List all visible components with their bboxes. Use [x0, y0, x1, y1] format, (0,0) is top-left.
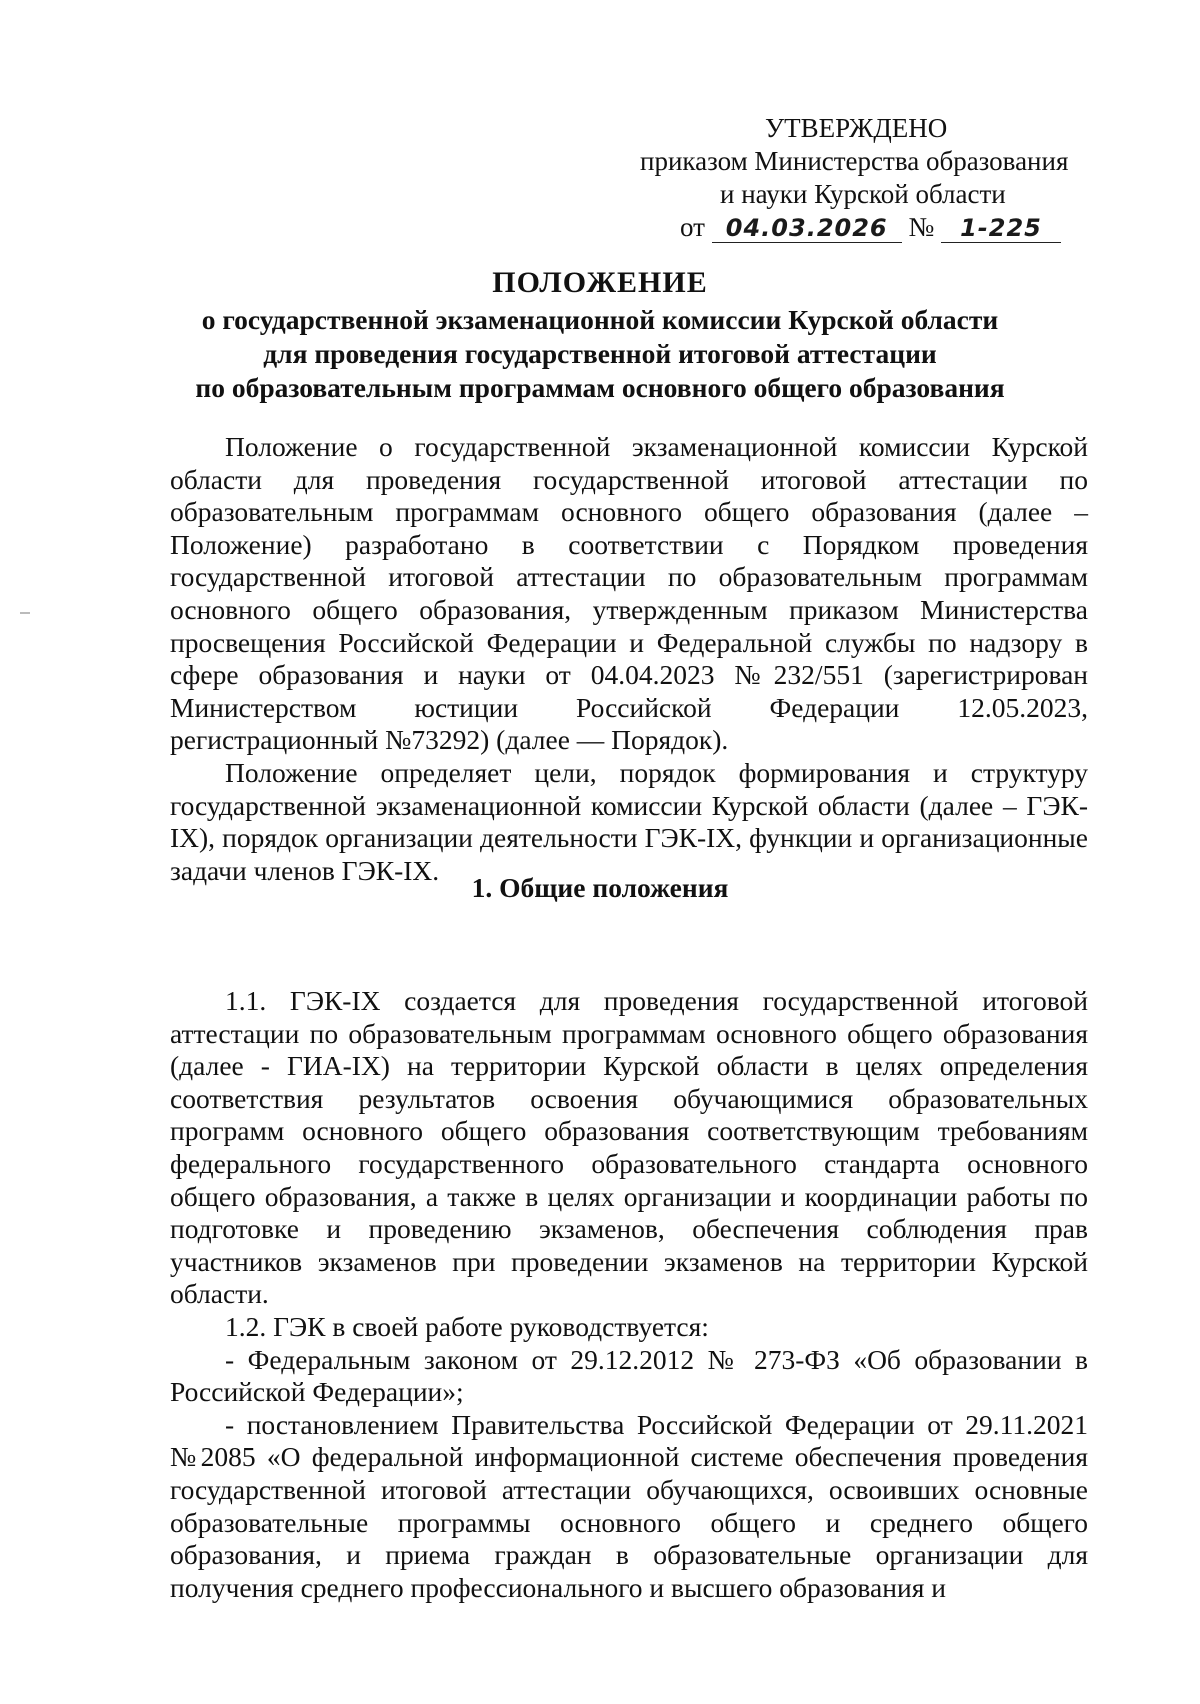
section-1-text: [170, 985, 1088, 1604]
title-main: ПОЛОЖЕНИЕ: [492, 266, 708, 299]
paragraph-1-2: 1.2. ГЭК в своей работе руководствуется:: [225, 1310, 709, 1342]
approval-stamp: [640, 112, 1080, 244]
section-heading-1: 1. Общие положения: [471, 872, 729, 903]
approval-date-number-line: [640, 211, 1080, 244]
approval-date-field: [712, 213, 902, 243]
approval-ministry-line: и науки Курской области: [720, 179, 1006, 209]
title-line-2: для проведения государственной итоговой аттестации: [263, 338, 937, 369]
list-item-resolution: - постановлением Правительства Российской Федерации от 29.11.2021 №2085 «О федеральной информационной системе обеспечения проведения государственной итоговой аттестации обучающихся, освоивших основные образовательные программы основного общего и среднего общего образования, и приема граждан в образовательные организации для получения среднего профессионального и высшего образования и: [170, 1408, 1088, 1603]
paragraph-1-1: 1.1. ГЭК-IX создается для проведения государственной итоговой аттестации по образовательным программам основного общего образования (далее - ГИА-IX) на территории Курской области в целях определения соответствия результатов освоения обучающимися образовательных программ основного общего образования соответствующим требованиям федерального государственного образовательного стандарта основного общего образования, а также в целях организации и координации работы по подготовке и проведению экзаменов, обеспечения соблюдения прав участников экзаменов при проведении экзаменов на территории Курской области.: [170, 985, 1088, 1310]
intro-text: [170, 431, 1088, 887]
approval-number-handwritten: 1-225: [960, 214, 1042, 242]
document-title: [120, 263, 1080, 405]
title-line-3: по образовательным программам основного общего образования: [195, 372, 1005, 403]
intro-paragraph-2: Положение определяет цели, порядок формирования и структуру государственной экзаменационной комиссии Курской области (далее – ГЭК-IX), порядок организации деятельности ГЭК-IX, функции и организационные задачи членов ГЭК-IX.: [170, 756, 1088, 886]
approval-number-prefix: №: [908, 212, 935, 242]
list-item-law: - Федеральным законом от 29.12.2012 № 273-ФЗ «Об образовании в Российской Федерации»;: [170, 1343, 1088, 1408]
approval-heading: УТВЕРЖДЕНО: [765, 113, 948, 143]
title-line-1: о государственной экзаменационной комиссии Курской области: [201, 304, 999, 335]
approval-date-prefix: от: [680, 212, 705, 242]
intro-paragraph-1: Положение о государственной экзаменационной комиссии Курской области для проведения государственной итоговой аттестации по образовательным программам основного общего образования (далее – Положение) разработано в соответствии с Порядком проведения государственной итоговой аттестации по образовательным программам основного общего образования, утвержденным приказом Министерства просвещения Российской Федерации и Федеральной службы по надзору в сфере образования и науки от 04.04.2023 №232/551 (зарегистрирован Министерством юстиции Российской Федерации 12.05.2023, регистрационный №73292) (далее — Порядок).: [170, 431, 1088, 756]
approval-number-field: [941, 213, 1061, 243]
scan-margin-mark: [20, 612, 30, 614]
approval-order-line: приказом Министерства образования: [640, 146, 1069, 176]
approval-date-handwritten: 04.03.2026: [725, 214, 888, 242]
